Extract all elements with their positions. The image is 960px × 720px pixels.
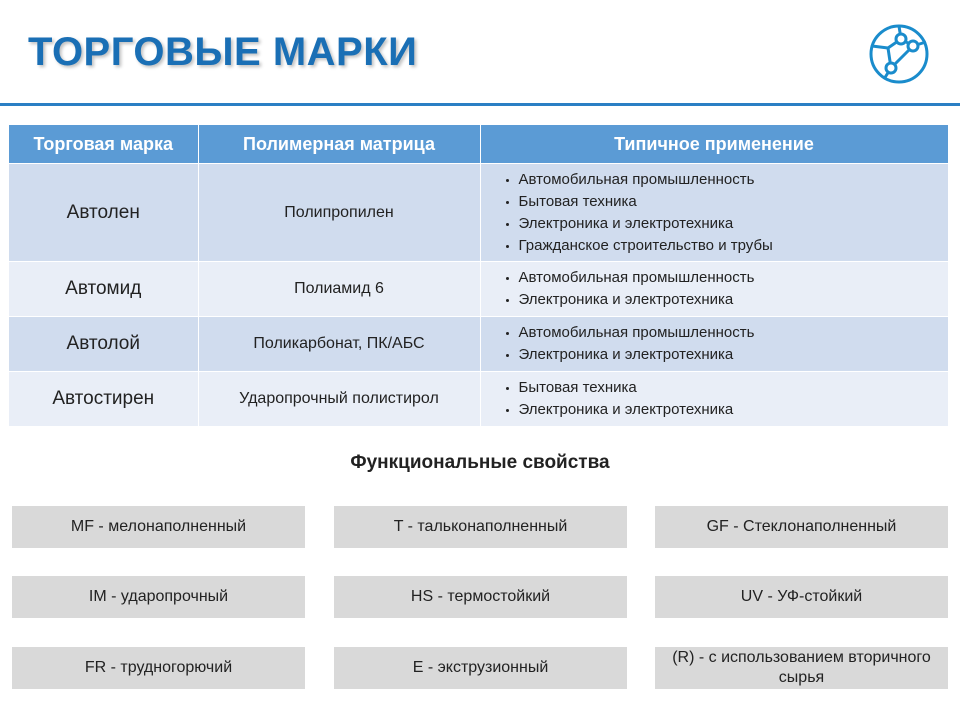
matrix-cell: Полиамид 6 xyxy=(198,262,480,317)
property-box-mf: MF - мелонаполненный xyxy=(12,506,305,548)
list-item: • Автомобильная промышленность xyxy=(519,169,948,191)
property-box-gf: GF - Стеклонаполненный xyxy=(655,506,948,548)
application-list xyxy=(481,377,948,421)
property-box-r: (R) - с использованием вторичного сырья xyxy=(655,647,948,689)
property-box-fr: FR - трудногорючий xyxy=(12,647,305,689)
table-header-row xyxy=(9,125,948,164)
list-item: • Электроника и электротехника xyxy=(519,344,948,366)
list-item: • Автомобильная промышленность xyxy=(519,267,948,289)
molecule-network-icon xyxy=(866,24,932,84)
property-box-uv: UV - УФ-стойкий xyxy=(655,576,948,618)
brand-cell: Автолен xyxy=(9,164,198,262)
list-item: • Электроника и электротехника xyxy=(519,399,948,421)
table-row xyxy=(9,372,948,426)
trademarks-table xyxy=(9,125,949,426)
list-item: • Автомобильная промышленность xyxy=(519,322,948,344)
application-cell xyxy=(480,372,948,426)
matrix-cell: Полипропилен xyxy=(198,164,480,262)
list-item: • Бытовая техника xyxy=(519,191,948,213)
application-list xyxy=(481,322,948,366)
matrix-cell: Ударопрочный полистирол xyxy=(198,372,480,426)
list-item: • Электроника и электротехника xyxy=(519,213,948,235)
column-header-application: Типичное применение xyxy=(480,125,948,164)
title-divider xyxy=(0,103,960,106)
property-box-im: IM - ударопрочный xyxy=(12,576,305,618)
brand-cell: Автолой xyxy=(9,317,198,372)
property-box-t: T - тальконаполненный xyxy=(334,506,627,548)
table-row xyxy=(9,317,948,372)
table-row xyxy=(9,262,948,317)
property-box-hs: HS - термостойкий xyxy=(334,576,627,618)
application-cell xyxy=(480,164,948,262)
list-item: • Бытовая техника xyxy=(519,377,948,399)
application-cell xyxy=(480,317,948,372)
matrix-cell: Поликарбонат, ПК/АБС xyxy=(198,317,480,372)
application-list xyxy=(481,267,948,311)
column-header-brand: Торговая марка xyxy=(9,125,198,164)
application-list xyxy=(481,169,948,257)
property-box-e: E - экструзионный xyxy=(334,647,627,689)
brand-cell: Автостирен xyxy=(9,372,198,426)
column-header-matrix: Полимерная матрица xyxy=(198,125,480,164)
application-cell xyxy=(480,262,948,317)
properties-title: Функциональные свойства xyxy=(350,452,610,473)
list-item: • Электроника и электротехника xyxy=(519,289,948,311)
brand-cell: Автомид xyxy=(9,262,198,317)
table-row xyxy=(9,164,948,262)
page-title: ТОРГОВЫЕ МАРКИ xyxy=(28,30,418,74)
list-item: • Гражданское строительство и трубы xyxy=(519,235,948,257)
